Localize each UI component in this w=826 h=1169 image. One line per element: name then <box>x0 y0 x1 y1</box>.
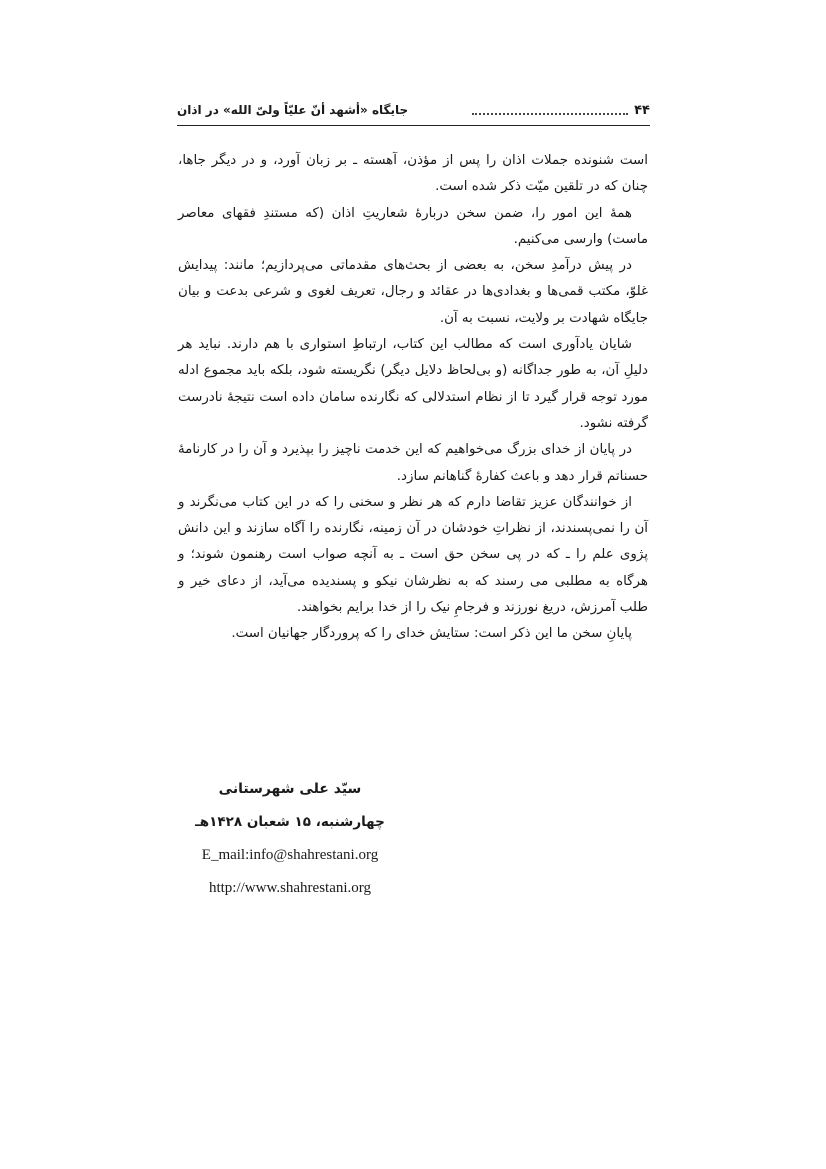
signature-date: چهارشنبه، ۱۵ شعبان ۱۴۲۸هـ <box>195 814 385 830</box>
paragraph: از خوانندگان عزیز تقاضا دارم که هر نظر و سخنی را که در این کتاب می‌نگرند و آن را نمی‌پسندند، از نظراتِ خودشان در آن زمینه، نگارنده را آگاه سازند و این دانش پژوی علم را ـ که در پی سخن حق است ـ به آنچه صواب است رهنمون شوند؛ و هرگاه به مطلبی می رسند که به نظرشان نیکو و پسندیده می‌آید، از دعای خیر و طلب آمرزش، دریغ نورزند و فرجامِ نیک را از خدا برایم بخواهند. <box>178 494 648 616</box>
page-number: ۴۴ <box>634 103 650 118</box>
paragraph: است شنونده جملات اذان را پس از مؤذن، آهسته ـ بر زبان آورد، و در دیگر جاها، چنان که در تلقین میّت ذکر شده است. <box>178 153 648 195</box>
body-text <box>178 148 648 648</box>
paragraph: در پایان از خدای بزرگ می‌خواهیم که این خدمت ناچیز را بپذیرد و آن را در کارنامهٔ حسناتم قرار دهد و باعث کفارهٔ گناهانم سازد. <box>178 442 648 484</box>
header-divider <box>177 125 650 126</box>
author-email: E_mail:info@shahrestani.org <box>201 847 379 863</box>
running-title: جایگاه «أشهد أنّ علیّاً ولیّ الله» در اذان <box>177 103 409 117</box>
paragraph: شایان یادآوری است که مطالب این کتاب، ارتباطِ استواری با هم دارند. نباید هر دلیلِ آن، به طور جداگانه (و بی‌لحاظ دلایل دیگر) نگریسته شود، بلکه باید مجموع ادله مورد توجه قرار گیرد تا از نظام استدلالی که نگارنده سامان داده است نتیجهٔ نادرست گرفته نشود. <box>178 337 648 431</box>
paragraph: همهٔ این امور را، ضمن سخن دربارهٔ شعاریتِ اذان (که مستندِ فقهای معاصر ماست) وارسی می‌کنیم. <box>178 205 648 247</box>
running-header <box>177 101 650 127</box>
paragraph: در پیش درآمدِ سخن، به بعضی از بحث‌های مقدماتی می‌پردازیم؛ مانند: پیدایش غلوّ، مکتب قمی‌ها و بغدادی‌ها در عقائد و رجال، تعریف لغوی و شرعی بدعت و بیان جایگاه شهادت بر ولایت، نسبت به آن. <box>178 258 648 326</box>
header-leader-dots <box>472 113 628 115</box>
author-name: سیّد علی شهرستانی <box>218 781 362 797</box>
signature-block <box>180 778 400 899</box>
author-website: http://www.shahrestani.org <box>208 880 372 896</box>
paragraph: پایانِ سخن ما این ذکر است: ستایش خدای را که پروردگار جهانیان است. <box>231 626 632 642</box>
